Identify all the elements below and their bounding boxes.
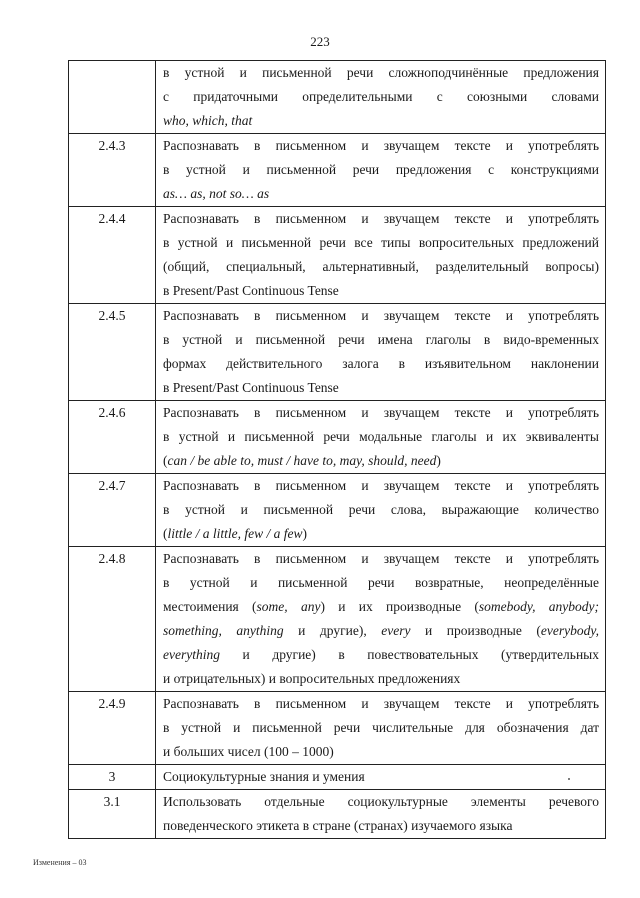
text-run: в устной и письменной речи имена глаголы в видо-временных [163, 332, 599, 347]
text-run: и другие) в повествовательных (утвердительных [219, 647, 599, 662]
italic-term: something, anything [163, 623, 284, 638]
description-line [163, 814, 599, 838]
table-row [69, 401, 606, 474]
row-code: 2.4.5 [98, 308, 126, 323]
description-line [163, 643, 599, 667]
description-line [163, 182, 599, 206]
text-run: Распознавать в письменном и звучащем тексте и употреблять [163, 478, 599, 493]
text-run: в устной и письменной речи модальные глаголы и их эквиваленты [163, 429, 599, 444]
description-line [163, 765, 599, 789]
text-run: в Present/Past Continuous Tense [163, 380, 339, 395]
table-row [69, 61, 606, 134]
row-code-cell [69, 61, 156, 134]
italic-term: who, which, that [163, 113, 253, 128]
text-run: ( [163, 453, 168, 468]
text-run: в устной и письменной речи числительные для обозначения дат [163, 720, 599, 735]
text-run: и другие), [283, 623, 382, 638]
table-body [69, 61, 606, 839]
text-run: местоимения ( [163, 599, 257, 614]
table-row [69, 547, 606, 692]
description-line [163, 595, 599, 619]
text-run: ( [163, 526, 168, 541]
text-run: Использовать отдельные социокультурные элементы речевого [163, 794, 599, 809]
description-line [163, 231, 599, 255]
description-line [163, 449, 599, 473]
row-description-cell [156, 790, 606, 839]
description-line [163, 790, 599, 814]
description-line [163, 376, 599, 400]
scan-speck [568, 778, 570, 780]
description-line [163, 207, 599, 231]
row-code: 2.4.9 [98, 696, 126, 711]
italic-term: somebody, anybody; [478, 599, 599, 614]
row-code-cell [69, 207, 156, 304]
italic-term: can / be able to, must / have to, may, should, need [167, 453, 437, 468]
row-description-cell [156, 474, 606, 547]
table-row [69, 765, 606, 790]
row-code: 3 [108, 769, 116, 784]
text-run: в Present/Past Continuous Tense [163, 283, 339, 298]
description-line [163, 667, 599, 691]
table-row [69, 304, 606, 401]
description-line [163, 401, 599, 425]
row-description-cell [156, 765, 606, 790]
text-run: и отрицательных) и вопросительных предложениях [163, 671, 461, 686]
row-description-cell [156, 61, 606, 134]
text-run: Распознавать в письменном и звучащем тексте и употреблять [163, 405, 599, 420]
italic-term: everybody, [540, 623, 599, 638]
description-line [163, 304, 599, 328]
table-row [69, 692, 606, 765]
italic-term: everything [163, 647, 220, 662]
text-run: в устной и письменной речи слова, выражающие количество [163, 502, 599, 517]
description-line [163, 619, 599, 643]
description-line [163, 571, 599, 595]
description-line [163, 522, 599, 546]
table-row [69, 790, 606, 839]
footer-revision: Изменения – 03 [33, 858, 87, 867]
page-number: 223 [310, 34, 330, 49]
italic-term: every [381, 623, 411, 638]
row-code-cell [69, 790, 156, 839]
description-line [163, 740, 599, 764]
italic-term: as… as, not so… as [163, 186, 270, 201]
description-line [163, 352, 599, 376]
text-run: поведенческого этикета в стране (странах) изучаемого языка [163, 818, 513, 833]
text-run: Распознавать в письменном и звучащем тексте и употреблять [163, 551, 599, 566]
description-line [163, 716, 599, 740]
description-line [163, 425, 599, 449]
text-run: и производные ( [410, 623, 541, 638]
text-run: Социокультурные знания и умения [163, 769, 365, 784]
text-run: Распознавать в письменном и звучащем тексте и употреблять [163, 211, 599, 226]
description-line [163, 692, 599, 716]
text-run: (общий, специальный, альтернативный, разделительный вопросы) [163, 259, 599, 274]
row-code: 2.4.4 [98, 211, 126, 226]
row-description-cell [156, 207, 606, 304]
text-run: с придаточными определительными с союзными словами [163, 89, 599, 104]
row-code-cell [69, 401, 156, 474]
row-code-cell [69, 765, 156, 790]
row-code-cell [69, 547, 156, 692]
text-run: формах действительного залога в изъявительном наклонении [163, 356, 599, 371]
text-run: в устной и письменной речи возвратные, неопределённые [163, 575, 599, 590]
text-run: Распознавать в письменном и звучащем тексте и употреблять [163, 308, 599, 323]
description-line [163, 328, 599, 352]
row-code: 2.4.6 [98, 405, 126, 420]
description-line [163, 279, 599, 303]
row-description-cell [156, 401, 606, 474]
text-run: в устной и письменной речи все типы вопросительных предложений [163, 235, 599, 250]
row-description-cell [156, 304, 606, 401]
text-run: в устной и письменной речи предложения с конструкциями [163, 162, 599, 177]
description-line [163, 61, 599, 85]
row-description-cell [156, 134, 606, 207]
description-line [163, 474, 599, 498]
text-run: Распознавать в письменном и звучащем тексте и употреблять [163, 138, 599, 153]
description-line [163, 255, 599, 279]
row-code-cell [69, 474, 156, 547]
text-run: и больших чисел (100 – 1000) [163, 744, 334, 759]
description-line [163, 85, 599, 109]
italic-term: little / a little, few / a few [167, 526, 303, 541]
text-run: ) [302, 526, 307, 541]
curriculum-table [68, 60, 606, 839]
row-code-cell [69, 692, 156, 765]
text-run: Распознавать в письменном и звучащем тексте и употреблять [163, 696, 599, 711]
row-code: 2.4.7 [98, 478, 126, 493]
table-row [69, 134, 606, 207]
row-description-cell [156, 547, 606, 692]
row-description-cell [156, 692, 606, 765]
text-run: в устной и письменной речи сложноподчинённые предложения [163, 65, 599, 80]
description-line [163, 134, 599, 158]
row-code-cell [69, 304, 156, 401]
description-line [163, 158, 599, 182]
row-code-cell [69, 134, 156, 207]
description-line [163, 498, 599, 522]
table-row [69, 474, 606, 547]
text-run: ) [436, 453, 441, 468]
row-code: 2.4.3 [98, 138, 126, 153]
description-line [163, 547, 599, 571]
text-run: ) и их производные ( [320, 599, 479, 614]
table-row [69, 207, 606, 304]
row-code: 2.4.8 [98, 551, 126, 566]
row-code: 3.1 [103, 794, 121, 809]
italic-term: some, any [256, 599, 321, 614]
description-line [163, 109, 599, 133]
